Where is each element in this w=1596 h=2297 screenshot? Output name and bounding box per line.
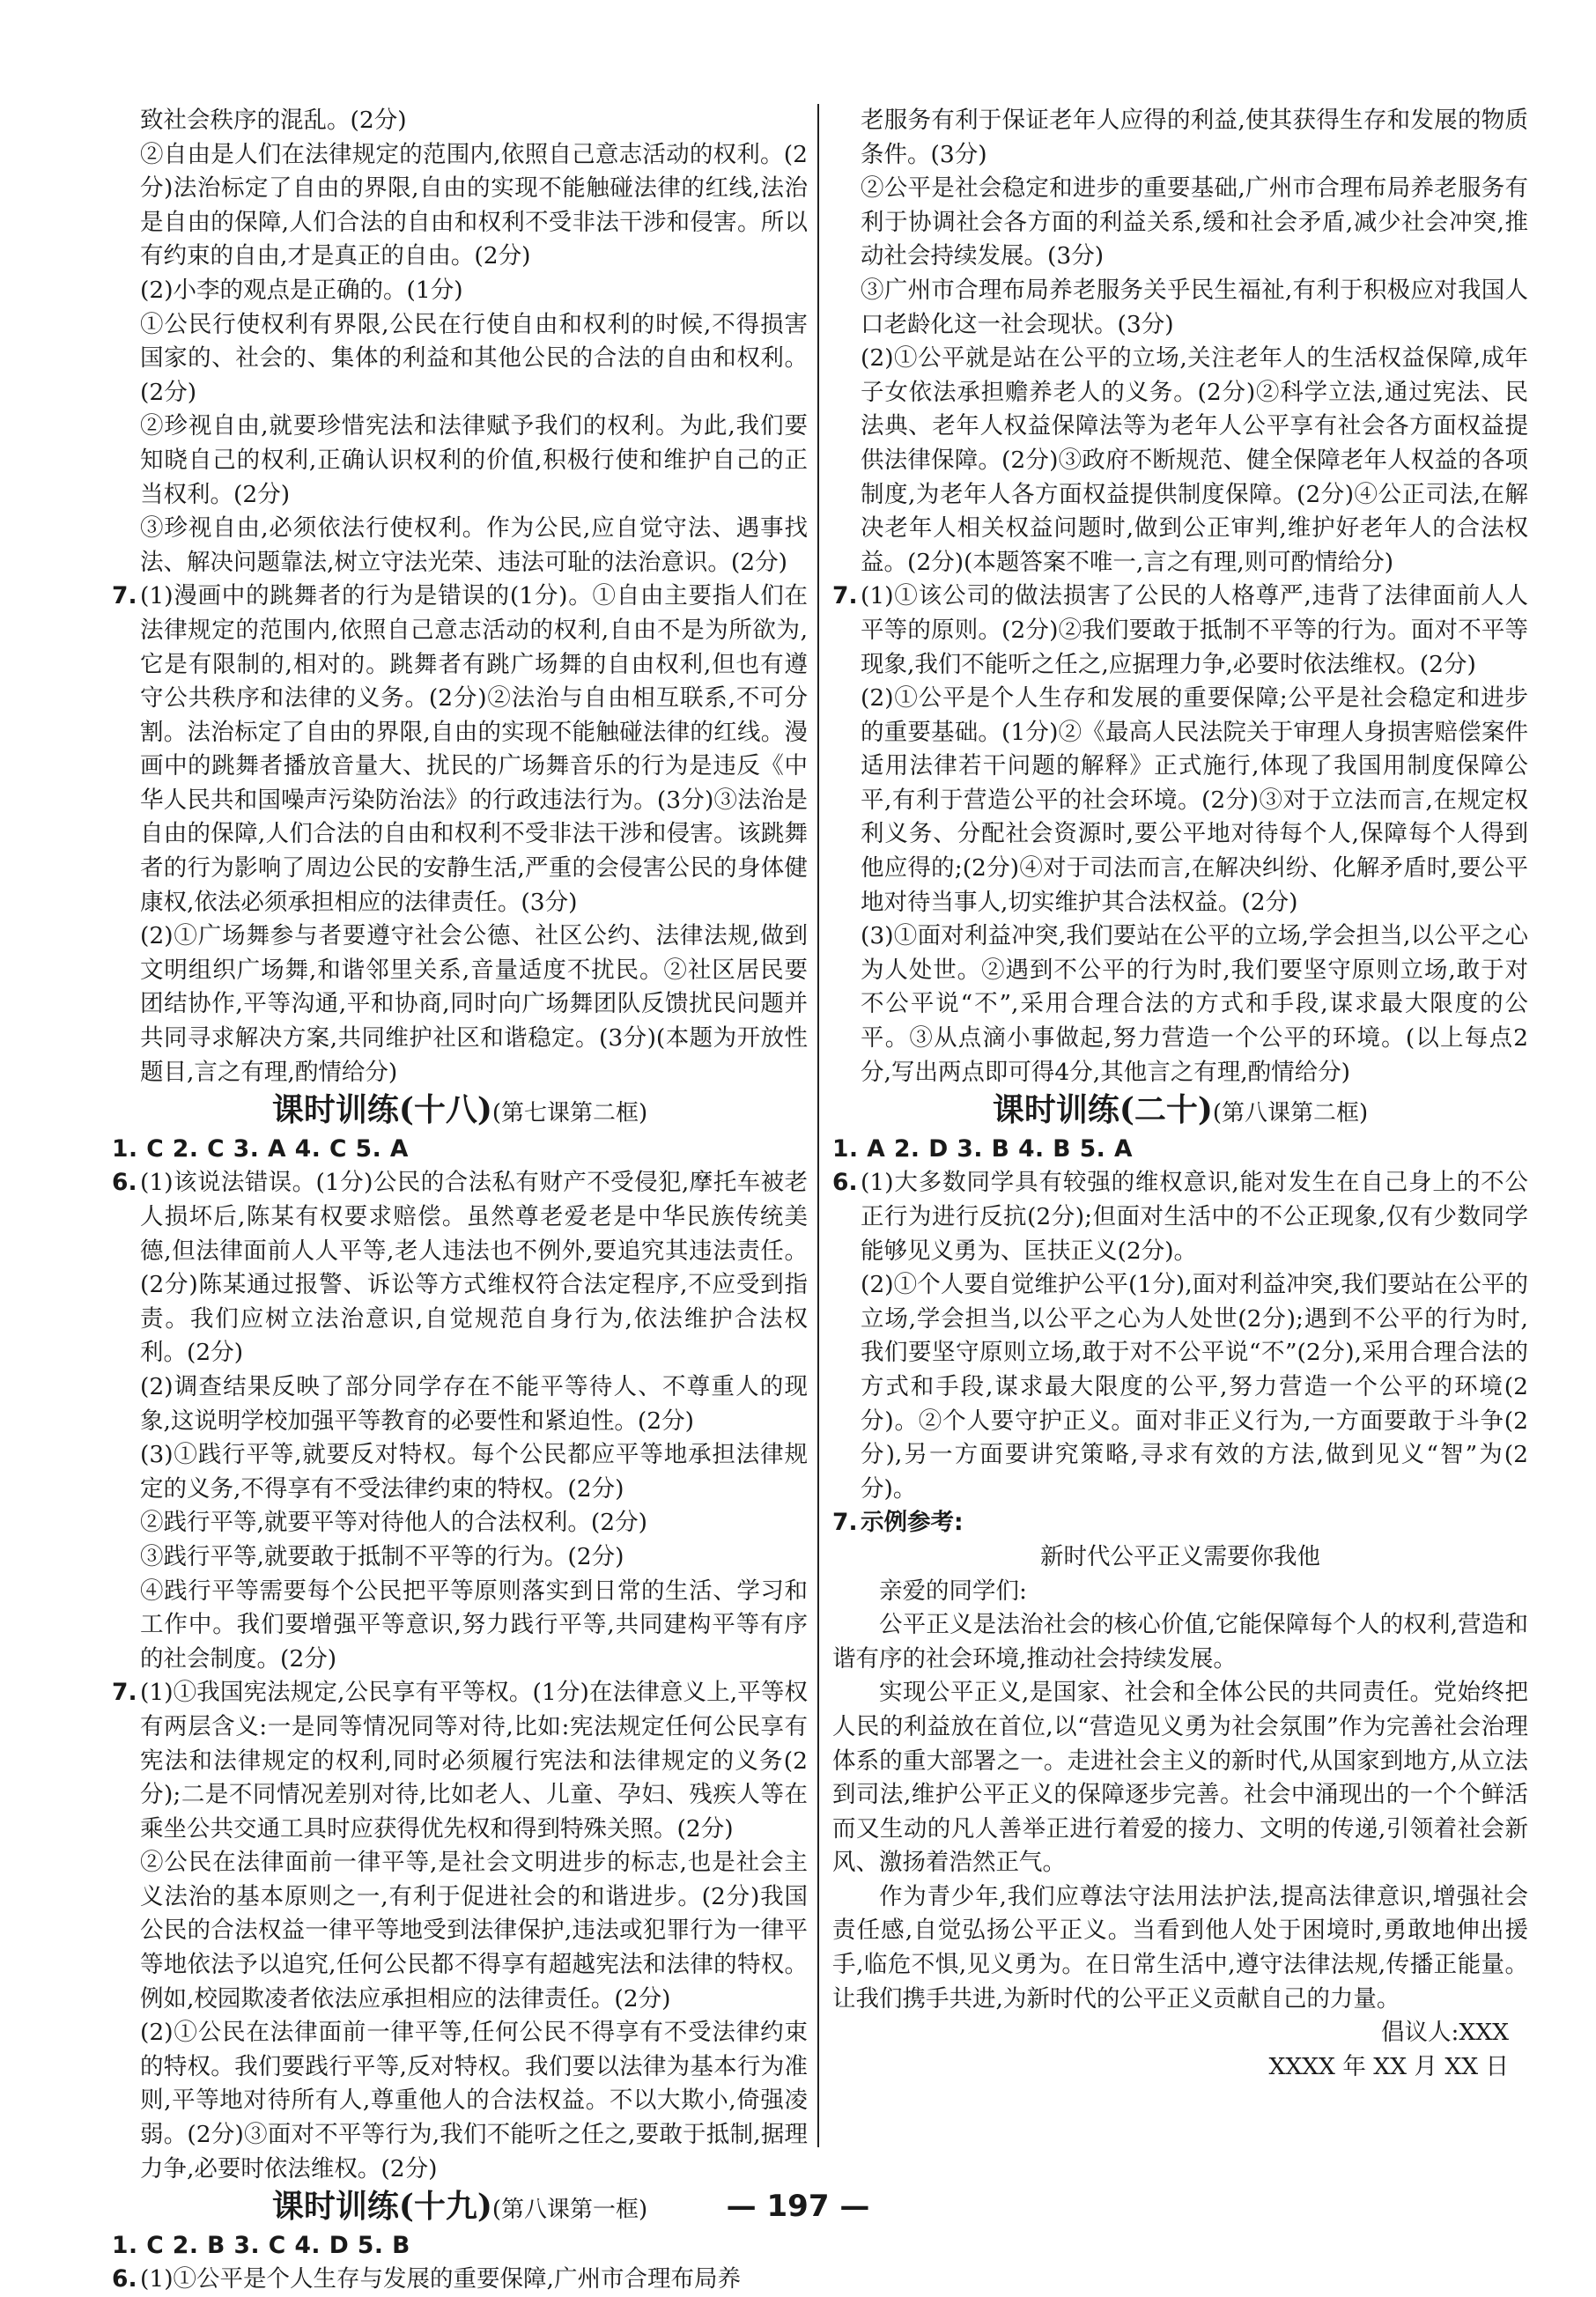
question-7	[112, 1676, 808, 1846]
text-paragraph: (2)①广场舞参与者要遵守社会公德、社区公约、法律法规,做到文明组织广场舞,和谐邻里关系,音量适度不扰民。②社区居民要团结协作,平等沟通,平和协商,同时向广场舞团队反馈扰民问题并共同寻求解决方案,共同维护社区和谐稳定。(3分)(本题为开放性题目,言之有理,酌情给分)	[140, 922, 808, 1086]
question-7	[112, 580, 808, 920]
question-number: 7.	[832, 582, 858, 610]
text-paragraph: (2)①个人要自觉维护公平(1分),面对利益冲突,我们要站在公平的立场,学会担当,以公平之心为人处世(2分);遇到不公平的行为时,我们要坚守原则立场,敢于对不公平说“不”(2分),采用合理合法的方式和手段,谋求最大限度的公平,努力营造一个公平的环境(2分)。②个人要守护正义。面对非正义行为,一方面要敢于斗争(2分),另一方面要讲究策略,寻求有效的方法,做到见义“智”为(2分)。	[861, 1271, 1528, 1503]
text-paragraph: ④践行平等需要每个公民把平等原则落实到日常的生活、学习和工作中。我们要增强平等意识,努力践行平等,共同建构平等有序的社会制度。(2分)	[140, 1577, 808, 1673]
section-heading-20	[832, 1093, 1528, 1131]
heading-subtitle: (第八课第一框)	[491, 2197, 648, 2224]
answer-text: (1)大多数同学具有较强的维权意识,能对发生在自己身上的不公正行为进行反抗(2分);但面对生活中的不公正现象,仅有少数同学能够见义勇为、匡扶正义(2分)。	[861, 1169, 1528, 1265]
heading-title: 课时训练(二十)	[992, 1091, 1213, 1129]
right-column	[832, 104, 1528, 2084]
question-number: 6.	[832, 1169, 858, 1197]
left-column	[112, 104, 808, 2297]
question-6	[832, 1166, 1528, 1268]
text-line: 致社会秩序的混乱。(2分)	[140, 107, 407, 134]
text-paragraph: (2)小李的观点是正确的。(1分)	[140, 276, 463, 304]
essay-paragraph: 实现公平正义,是国家、社会和全体公民的共同责任。党始终把人民的利益放在首位,以“营造见义勇为社会氛围”作为完善社会治理体系的重大部署之一。走进社会主义的新时代,从国家到地方,从立法到司法,维护公平正义的保障逐步完善。社会中涌现出的一个个鲜活而又生动的凡人善举正进行着爱的接力、文明的传递,引领着社会新风、激扬着浩然正气。	[832, 1679, 1528, 1877]
essay-signature: 倡议人:XXX	[1380, 2019, 1509, 2047]
text-paragraph: ②珍视自由,就要珍惜宪法和法律赋予我们的权利。为此,我们要知晓自己的权利,正确认识权利的价值,积极行使和维护自己的正当权利。(2分)	[140, 412, 808, 508]
question-6	[112, 1166, 808, 1370]
text-paragraph: ③珍视自由,必须依法行使权利。作为公民,应自觉守法、遇事找法、解决问题靠法,树立守法光荣、违法可耻的法治意识。(2分)	[140, 514, 808, 576]
heading-subtitle: (第八课第二框)	[1212, 1100, 1369, 1127]
section-heading-18	[112, 1093, 808, 1131]
essay-paragraph: 公平正义是法治社会的核心价值,它能保障每个人的权利,营造和谐有序的社会环境,推动社会持续发展。	[832, 1611, 1528, 1673]
answer-text: (1)该说法错误。(1分)公民的合法私有财产不受侵犯,摩托车被老人损坏后,陈某有权要求赔偿。虽然尊老爱老是中华民族传统美德,但法律面前人人平等,老人违法也不例外,要追究其违法责任。(2分)陈某通过报警、诉讼等方式维权符合法定程序,不应受到指责。我们应树立法治意识,自觉规范自身行为,依法维护合法权利。(2分)	[140, 1169, 808, 1367]
text-paragraph: (2)①公平是个人生存和发展的重要保障;公平是社会稳定和进步的重要基础。(1分)②《最高人民法院关于审理人身损害赔偿案件适用法律若干问题的解释》正式施行,体现了我国用制度保障公平,有利于营造公平的社会环境。(2分)③对于立法而言,在规定权利义务、分配社会资源时,要公平地对待每个人,保障每个人得到他应得的;(2分)④对于司法而言,在解决纠纷、化解矛盾时,要公平地对待当事人,切实维护其合法权益。(2分)	[861, 684, 1528, 916]
text-paragraph: ②公民在法律面前一律平等,是社会文明进步的标志,也是社会主义法治的基本原则之一,有利于促进社会的和谐进步。(2分)我国公民的合法权益一律平等地受到法律保护,违法或犯罪行为一律平等地依法予以追究,任何公民都不得享有超越宪法和法律的特权。例如,校园欺凌者依法应承担相应的法律责任。(2分)	[140, 1849, 808, 2013]
question-number: 6.	[112, 2265, 137, 2293]
text-paragraph: (2)①公民在法律面前一律平等,任何公民不得享有不受法律约束的特权。我们要践行平等,反对特权。我们要以法律为基本行为准则,平等地对待所有人,尊重他人的合法权益。不以大欺小,倚强凌弱。(2分)③面对不平等行为,我们不能听之任之,要敢于抵制,据理力争,必要时依法维权。(2分)	[140, 2019, 808, 2183]
text-line: ③践行平等,就要敢于抵制不平等的行为。(2分)	[140, 1542, 624, 1570]
text-paragraph: (3)①面对利益冲突,我们要站在公平的立场,学会担当,以公平之心为人处世。②遇到不公平的行为时,我们要坚守原则立场,敢于对不公平说“不”,采用合理合法的方式和手段,谋求最大限度的公平。③从点滴小事做起,努力营造一个公平的环境。(以上每点2分,写出两点即可得4分,其他言之有理,酌情给分)	[861, 922, 1528, 1086]
question-6	[112, 2263, 808, 2297]
page-number: — 197 —	[726, 2189, 870, 2224]
choice-answers: 1. C 2. C 3. A 4. C 5. A	[112, 1134, 409, 1163]
answer-text: (1)①该公司的做法损害了公民的人格尊严,违背了法律面前人人平等的原则。(2分)②我们要敢于抵制不平等的行为。面对不平等现象,我们不能听之任之,应据理力争,必要时依法维权。(2分)	[861, 582, 1528, 678]
heading-title: 课时训练(十八)	[271, 1091, 492, 1129]
heading-subtitle: (第七课第二框)	[491, 1100, 648, 1127]
question-7	[832, 580, 1528, 682]
text-line: ②践行平等,就要平等对待他人的合法权利。(2分)	[140, 1509, 647, 1537]
essay-paragraph: 作为青少年,我们应尊法守法用法护法,提高法律意识,增强社会责任感,自觉弘扬公平正义。当看到他人处于困境时,勇敢地伸出援手,临危不惧,见义勇为。在日常生活中,遵守法律法规,传播正能量。让我们携手共进,为新时代的公平正义贡献自己的力量。	[832, 1882, 1528, 2013]
text-paragraph: ③广州市合理布局养老服务关乎民生福祉,有利于积极应对我国人口老龄化这一社会现状。(3分)	[861, 276, 1528, 338]
column-divider	[817, 104, 819, 2147]
answer-text: (1)漫画中的跳舞者的行为是错误的(1分)。①自由主要指人们在法律规定的范围内,依照自己意志活动的权利,自由不是为所欲为,它是有限制的,相对的。跳舞者有跳广场舞的自由权利,但也有遵守公共秩序和法律的义务。(2分)②法治与自由相互联系,不可分割。法治标定了自由的界限,自由的实现不能触碰法律的红线。漫画中的跳舞者播放音量大、扰民的广场舞音乐的行为是违反《中华人民共和国噪声污染防治法》的行政违法行为。(3分)③法治是自由的保障,人们合法的自由和权利不受非法干涉和侵害。该跳舞者的行为影响了周边公民的安静生活,严重的会侵害公民的身体健康权,依法必须承担相应的法律责任。(3分)	[140, 582, 808, 916]
text-paragraph: (2)调查结果反映了部分同学存在不能平等待人、不尊重人的现象,这说明学校加强平等教育的必要性和紧迫性。(2分)	[140, 1372, 808, 1435]
essay-title: 新时代公平正义需要你我他	[1040, 1542, 1320, 1570]
essay-date: XXXX 年 XX 月 XX 日	[1268, 2052, 1509, 2080]
heading-title: 课时训练(十九)	[271, 2188, 492, 2226]
text-paragraph: (2)①公平就是站在公平的立场,关注老年人的生活权益保障,成年子女依法承担赡养老人的义务。(2分)②科学立法,通过宪法、民法典、老年人权益保障法等为老年人公平享有社会各方面权益提供法律保障。(2分)③政府不断规范、健全保障老年人权益的各项制度,为老年人各方面权益提供制度保障。(2分)④公正司法,在解决老年人相关权益问题时,做到公正审判,维护好老年人的合法权益。(2分)(本题答案不唯一,言之有理,则可酌情给分)	[861, 344, 1528, 576]
text-paragraph: 老服务有利于保证老年人应得的利益,使其获得生存和发展的物质条件。(3分)	[861, 107, 1528, 168]
text-paragraph: ①公民行使权利有界限,公民在行使自由和权利的时候,不得损害国家的、社会的、集体的利益和其他公民的合法的自由和权利。(2分)	[140, 310, 808, 406]
text-paragraph: (3)①践行平等,就要反对特权。每个公民都应平等地承担法律规定的义务,不得享有不受法律约束的特权。(2分)	[140, 1441, 808, 1503]
choice-answers: 1. A 2. D 3. B 4. B 5. A	[832, 1134, 1133, 1163]
answer-text: (1)①公平是个人生存与发展的重要保障,广州市合理布局养	[140, 2265, 741, 2293]
question-7-example	[832, 1506, 1528, 1540]
essay-greeting: 亲爱的同学们:	[879, 1577, 1027, 1605]
text-paragraph: ②公平是社会稳定和进步的重要基础,广州市合理布局养老服务有利于协调社会各方面的利益关系,缓和社会矛盾,减少社会冲突,推动社会持续发展。(3分)	[861, 174, 1528, 270]
choice-answers: 1. C 2. B 3. C 4. D 5. B	[112, 2231, 410, 2259]
example-label: 示例参考:	[861, 1509, 964, 1537]
question-number: 7.	[112, 582, 137, 610]
question-number: 6.	[112, 1169, 137, 1197]
answer-text: (1)①我国宪法规定,公民享有平等权。(1分)在法律意义上,平等权有两层含义:一是同等情况同等对待,比如:宪法规定任何公民享有宪法和法律规定的权利,同时必须履行宪法和法律规定的义务(2分);二是不同情况差别对待,比如老人、儿童、孕妇、残疾人等在乘坐公共交通工具时应获得优先权和得到特殊关照。(2分)	[140, 1679, 808, 1843]
question-number: 7.	[112, 1679, 137, 1707]
question-number: 7.	[832, 1509, 858, 1537]
text-paragraph: ②自由是人们在法律规定的范围内,依照自己意志活动的权利。(2分)法治标定了自由的界限,自由的实现不能触碰法律的红线,法治是自由的保障,人们合法的自由和权利不受非法干涉和侵害。所以有约束的自由,才是真正的自由。(2分)	[140, 140, 808, 270]
